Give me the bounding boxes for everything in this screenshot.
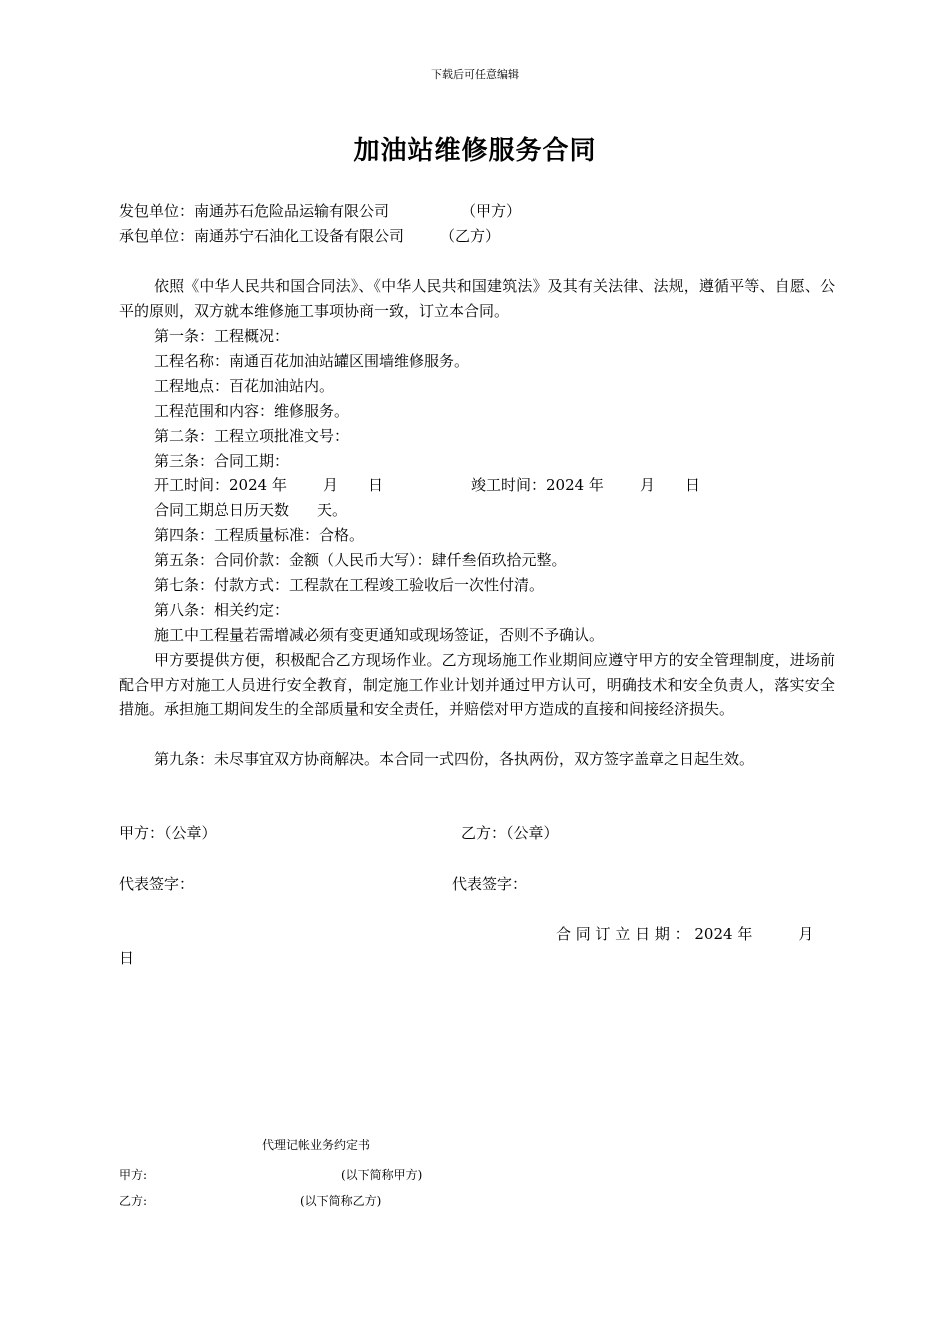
appendix-title: 代理记帐业务约定书	[262, 1138, 371, 1152]
clause-1: 第一条：工程概况：	[154, 327, 290, 345]
start-month: 月	[322, 476, 338, 494]
subcontractor-name: 南通苏宁石油化工设备有限公司	[194, 227, 405, 245]
start-date-label: 开工时间：2024 年	[154, 476, 287, 494]
project-scope: 工程范围和内容：维修服务。	[154, 402, 350, 420]
start-day: 日	[367, 476, 383, 494]
clause-2: 第二条：工程立项批准文号：	[154, 427, 350, 445]
project-name: 工程名称：南通百花加油站罐区围墙维修服务。	[154, 352, 470, 370]
clause-5: 第五条：合同价款：金额（人民币大写）：肆仟叁佰玖拾元整。	[154, 551, 567, 569]
total-days-unit: 天。	[317, 501, 348, 519]
intro-paragraph: 依照《中华人民共和国合同法》、《中华人民共和国建筑法》及其有关法律、法规，遵循平等、自愿、公平的原则，双方就本维修施工事项协商一致，订立本合同。	[119, 277, 835, 320]
appendix-party-a-label: 甲方:	[119, 1168, 148, 1182]
appendix-party-b-label: 乙方:	[119, 1194, 148, 1208]
contract-date-day: 日	[119, 949, 135, 967]
party-b-signature: 代表签字：	[452, 875, 528, 893]
clause-3: 第三条：合同工期：	[154, 452, 290, 470]
contract-date-label: 合 同 订 立 日 期 ： 2024 年	[556, 925, 753, 943]
party-a-signature: 代表签字：	[119, 875, 195, 893]
contractor-role: （甲方）	[461, 202, 522, 220]
header-note: 下载后可任意编辑	[431, 68, 519, 81]
end-month: 月	[639, 476, 655, 494]
end-day: 日	[684, 476, 700, 494]
contract-date-line	[556, 922, 813, 946]
clause-8-paragraph-2: 甲方要提供方便，积极配合乙方现场作业。乙方现场施工作业期间应遵守甲方的安全管理制度，进场前配合甲方对施工人员进行安全教育，制定施工作业计划并通过甲方认可，明确技术和安全负责人，落实安全措施。承担施工期间发生的全部质量和安全责任，并赔偿对甲方造成的直接和间接经济损失。	[119, 651, 835, 718]
clause-8-paragraph-1: 施工中工程量若需增减必须有变更通知或现场签证，否则不予确认。	[154, 626, 605, 644]
clause-4: 第四条：工程质量标准：合格。	[154, 526, 365, 544]
contract-title: 加油站维修服务合同	[353, 136, 597, 166]
clause-8: 第八条：相关约定：	[154, 601, 290, 619]
contractor-label: 发包单位：	[119, 202, 195, 220]
appendix-party-b-note: (以下简称乙方)	[300, 1194, 382, 1208]
subcontractor-line	[119, 224, 500, 248]
schedule-line	[154, 473, 700, 497]
clause-7: 第七条：付款方式：工程款在工程竣工验收后一次性付清。	[154, 576, 545, 594]
end-date-label: 竣工时间：2024 年	[470, 476, 604, 494]
subcontractor-role: （乙方）	[440, 227, 501, 245]
party-a-seal: 甲方：（公章）	[119, 824, 217, 842]
subcontractor-label: 承包单位：	[119, 227, 195, 245]
clause-9: 第九条：未尽事宜双方协商解决。本合同一式四份，各执两份，双方签字盖章之日起生效。	[154, 750, 755, 768]
appendix-party-a-note: (以下简称甲方)	[341, 1168, 423, 1182]
total-days-label: 合同工期总日历天数	[154, 501, 290, 519]
total-days-line	[154, 498, 347, 522]
contractor-name: 南通苏石危险品运输有限公司	[194, 202, 390, 220]
contract-date-month: 月	[798, 925, 814, 943]
party-b-seal: 乙方：（公章）	[461, 824, 559, 842]
contractor-line	[119, 199, 521, 223]
project-location: 工程地点：百花加油站内。	[154, 377, 335, 395]
